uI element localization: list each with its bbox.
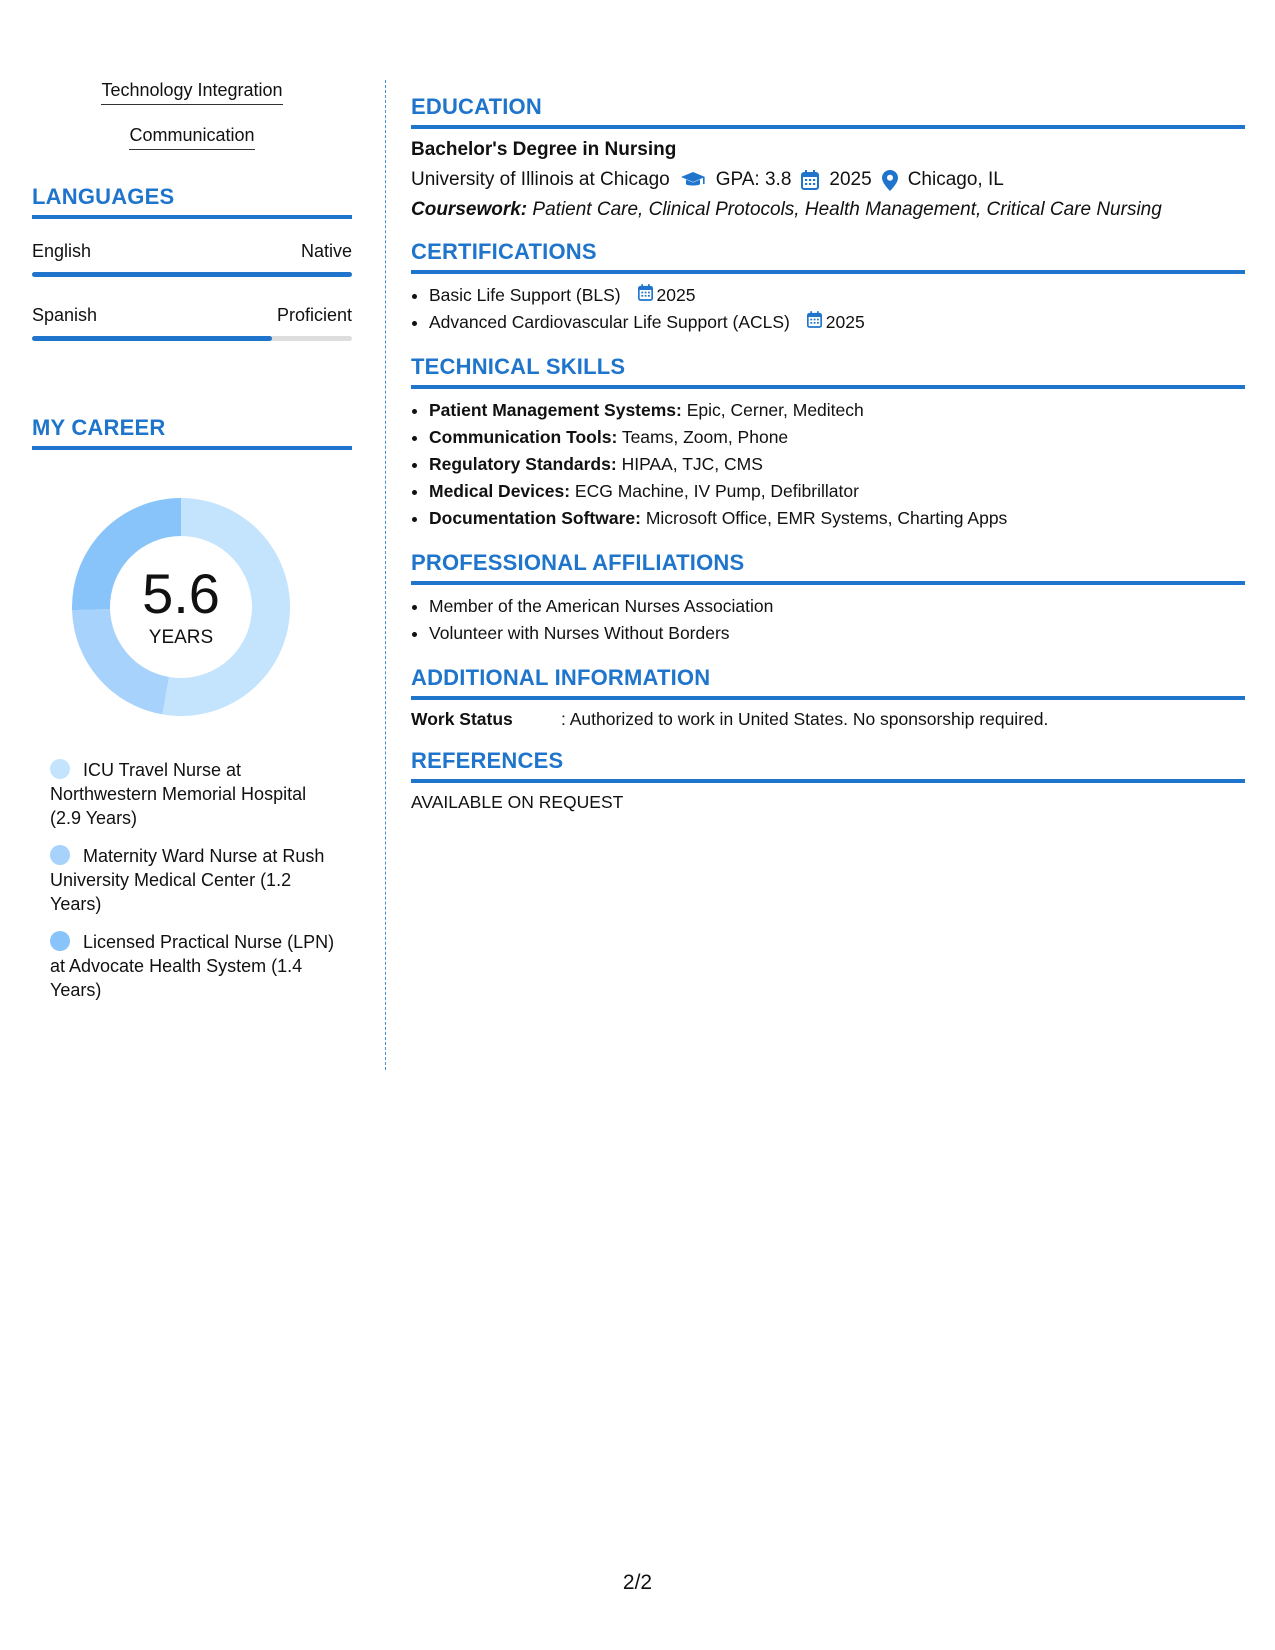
career-section: [32, 415, 352, 1002]
page-number: 2/2: [622, 1571, 653, 1594]
education-location: Chicago, IL: [907, 169, 1004, 190]
technical-skill-item: [429, 424, 1245, 451]
legend-dot: [50, 931, 70, 951]
left-column: [32, 80, 352, 1016]
language-level: Proficient: [276, 305, 352, 325]
skill-value: HIPAA, TJC, CMS: [621, 454, 763, 474]
graduation-cap-icon: [680, 171, 706, 189]
donut-center: [66, 492, 296, 722]
career-years-label: YEARS: [148, 627, 214, 648]
career-item-text: ICU Travel Nurse at Northwestern Memorial Hospital (2.9 Years): [50, 760, 307, 828]
certification-date: [807, 309, 865, 336]
certifications-list: [411, 282, 1245, 336]
work-status-label: Work Status: [411, 709, 513, 729]
technical-skills-list: [411, 397, 1245, 532]
skill-tag[interactable]: [32, 125, 352, 150]
calendar-icon: [807, 309, 826, 336]
references-text: AVAILABLE ON REQUEST: [411, 792, 624, 812]
skill-tag-label: Technology Integration: [101, 80, 282, 105]
career-legend: [50, 758, 340, 1002]
coursework-text: Patient Care, Clinical Protocols, Health Management, Critical Care Nursing: [532, 199, 1162, 220]
certification-item: [429, 309, 1245, 336]
skill-label: Patient Management Systems:: [429, 400, 682, 420]
career-total-years: 5.6: [142, 562, 220, 625]
skill-label: Communication Tools:: [429, 427, 618, 447]
skill-value: Teams, Zoom, Phone: [621, 427, 789, 447]
career-item-text: Maternity Ward Nurse at Rush University Medical Center (1.2 Years): [50, 846, 325, 914]
references-section: [411, 748, 1245, 813]
language-bar-fill: [32, 272, 352, 277]
education-year: 2025: [829, 169, 872, 190]
languages-section: [32, 184, 352, 341]
skill-label: Medical Devices:: [429, 481, 571, 501]
education-details: [411, 169, 1245, 191]
career-item-text: Licensed Practical Nurse (LPN) at Advocate Health System (1.4 Years): [50, 932, 335, 1000]
technical-skill-item: [429, 451, 1245, 478]
technical-skill-item: [429, 397, 1245, 424]
career-legend-item: [50, 930, 340, 1002]
language-bar: [32, 336, 352, 341]
certification-date: [638, 282, 696, 309]
right-column: [411, 94, 1245, 831]
career-donut-chart: [66, 492, 296, 722]
education-degree: Bachelor's Degree in Nursing: [411, 139, 677, 160]
education-gpa: GPA: 3.8: [715, 169, 792, 190]
certifications-section: [411, 239, 1245, 336]
additional-info-section: [411, 665, 1245, 730]
affiliations-section: [411, 550, 1245, 647]
skill-label: Documentation Software:: [429, 508, 641, 528]
languages-title: LANGUAGES: [32, 184, 352, 219]
career-legend-item: [50, 844, 340, 916]
references-title: REFERENCES: [411, 748, 1245, 783]
map-pin-icon: [882, 170, 898, 191]
work-status-row: [411, 709, 1245, 730]
certification-name: Advanced Cardiovascular Life Support (ACLS): [429, 312, 790, 332]
legend-dot: [50, 759, 70, 779]
work-status-value: : Authorized to work in United States. No sponsorship required.: [561, 709, 1049, 729]
additional-info-title: ADDITIONAL INFORMATION: [411, 665, 1245, 700]
calendar-icon: [638, 282, 657, 309]
affiliations-title: PROFESSIONAL AFFILIATIONS: [411, 550, 1245, 585]
technical-skills-title: TECHNICAL SKILLS: [411, 354, 1245, 389]
education-section: [411, 94, 1245, 221]
affiliation-item: • Volunteer with Nurses Without Borders: [429, 620, 1245, 647]
career-title: MY CAREER: [32, 415, 352, 450]
affiliation-item: • Member of the American Nurses Association: [429, 593, 1245, 620]
skill-value: Epic, Cerner, Meditech: [686, 400, 864, 420]
education-title: EDUCATION: [411, 94, 1245, 129]
certification-item: [429, 282, 1245, 309]
language-row: [32, 305, 352, 326]
column-divider: [385, 80, 386, 1070]
language-bar-fill: [32, 336, 272, 341]
calendar-icon: [801, 170, 819, 190]
technical-skill-item: [429, 478, 1245, 505]
language-name: Spanish: [32, 305, 98, 325]
certification-year: 2025: [825, 312, 865, 332]
language-level: Native: [300, 241, 352, 261]
legend-dot: [50, 845, 70, 865]
skill-tag-label: Communication: [129, 125, 254, 150]
language-name: English: [32, 241, 92, 261]
career-legend-item: [50, 758, 340, 830]
certification-name: Basic Life Support (BLS): [429, 285, 621, 305]
skill-value: ECG Machine, IV Pump, Defibrillator: [574, 481, 859, 501]
certification-year: 2025: [656, 285, 696, 305]
skill-label: Regulatory Standards:: [429, 454, 617, 474]
education-coursework: [411, 199, 1245, 221]
coursework-label: Coursework:: [411, 199, 528, 220]
skill-tag[interactable]: [32, 80, 352, 105]
language-row: [32, 241, 352, 262]
technical-skills-section: [411, 354, 1245, 532]
language-bar: [32, 272, 352, 277]
affiliations-list: [411, 593, 1245, 647]
education-school: University of Illinois at Chicago: [411, 169, 670, 190]
skill-value: Microsoft Office, EMR Systems, Charting Apps: [645, 508, 1008, 528]
certifications-title: CERTIFICATIONS: [411, 239, 1245, 274]
technical-skill-item: [429, 505, 1245, 532]
